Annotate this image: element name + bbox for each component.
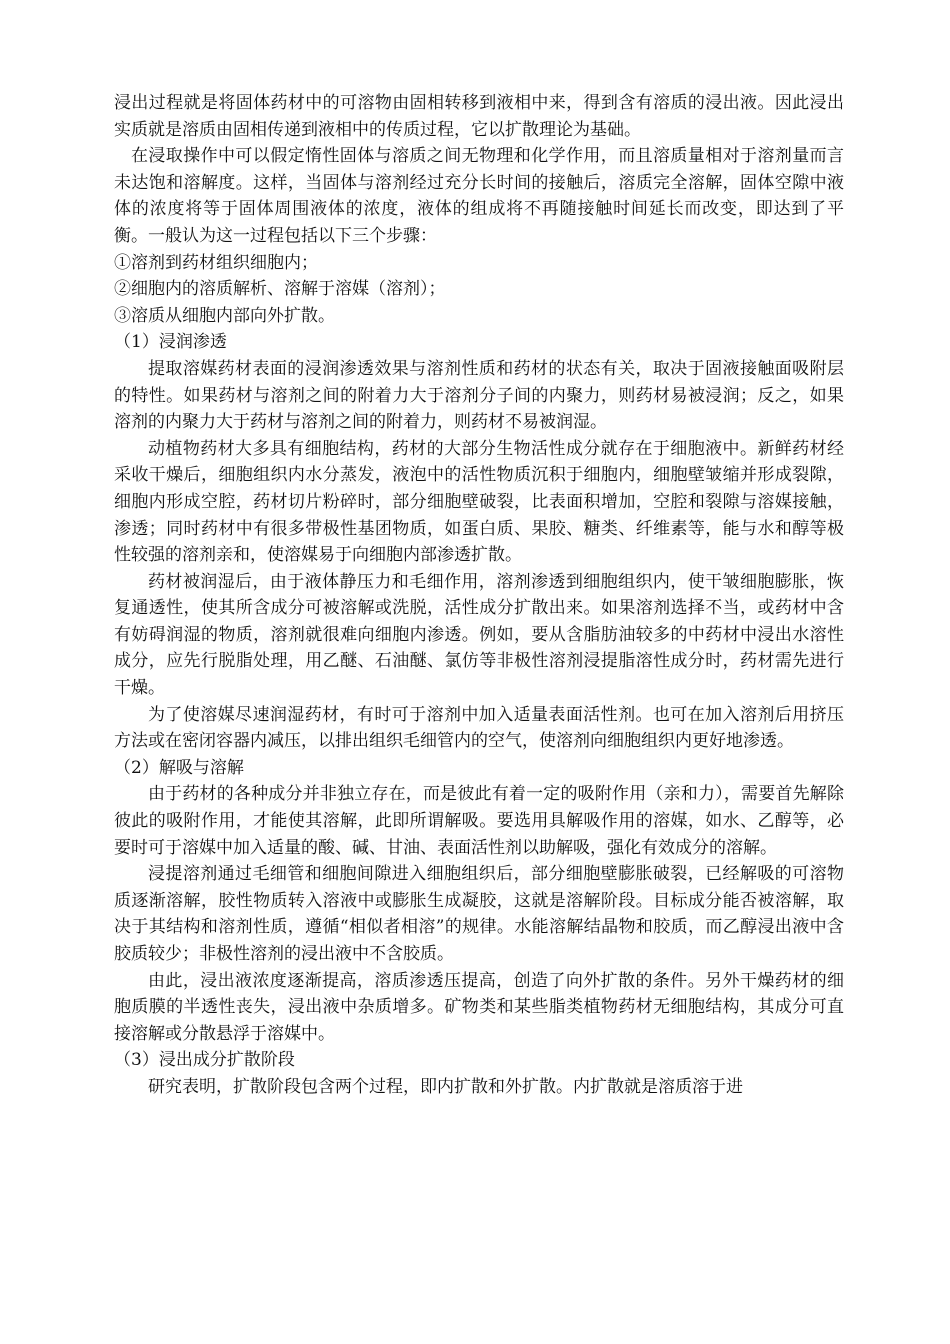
list-item-step-1: ①溶剂到药材组织细胞内；	[114, 252, 318, 273]
paragraph-desorption: 由于药材的各种成分并非独立存在，而是彼此有着一定的吸附作用（亲和力），需要首先解除彼此的吸附作用，才能使其溶解，此即所谓解吸。要选用具解吸作用的溶媒，如水、乙醇等，必要时可于溶媒中加入适量的酸、碱、甘油、表面活性剂以助解吸，强化有效成分的溶解。	[114, 784, 844, 858]
section-heading-1: （1）浸润渗透	[114, 332, 227, 353]
paragraph-diffusion: 研究表明，扩散阶段包含两个过程，即内扩散和外扩散。内扩散就是溶质溶于进	[148, 1076, 743, 1097]
paragraph-equilibrium: 在浸取操作中可以假定惰性固体与溶质之间无物理和化学作用，而且溶质量相对于溶剂量而言未达饱和溶解度。这样，当固体与溶剂经过充分长时间的接触后，溶质完全溶解，固体空隙中液体的浓度将等于固体周围液体的浓度，液体的组成将不再随接触时间延长而改变，即达到了平衡。一般认为这一过程包括以下三个步骤：	[114, 146, 844, 246]
paragraph-cell-structure: 动植物药材大多具有细胞结构，药材的大部分生物活性成分就存在于细胞液中。新鲜药材经采收干燥后，细胞组织内水分蒸发，液泡中的活性物质沉积于细胞内，细胞壁皱缩并形成裂隙，细胞内形成空腔，药材切片粉碎时，部分细胞壁破裂，比表面积增加，空腔和裂隙与溶媒接触，渗透；同时药材中有很多带极性基团物质，如蛋白质、果胶、糖类、纤维素等，能与水和醇等极性较强的溶剂亲和，使溶媒易于向细胞内部渗透扩散。	[114, 438, 844, 566]
list-item-step-2: ②细胞内的溶质解析、溶解于溶媒（溶剂）；	[114, 279, 446, 300]
section-heading-3: （3）浸出成分扩散阶段	[114, 1050, 295, 1071]
document-page	[114, 90, 844, 1101]
paragraph-intro: 浸出过程就是将固体药材中的可溶物由固相转移到液相中来，得到含有溶质的浸出液。因此浸出实质就是溶质由固相传递到液相中的传质过程，它以扩散理论为基础。	[114, 93, 844, 140]
section-heading-2: （2）解吸与溶解	[114, 757, 244, 778]
paragraph-concentration: 由此，浸出液浓度逐渐提高，溶质渗透压提高，创造了向外扩散的条件。另外干燥药材的细胞质膜的半透性丧失，浸出液中杂质增多。矿物类和某些脂类植物药材无细胞结构，其成分可直接溶解或分散悬浮于溶媒中。	[114, 970, 844, 1044]
paragraph-dissolution: 浸提溶剂通过毛细管和细胞间隙进入细胞组织后，部分细胞壁膨胀破裂，已经解吸的可溶物质逐渐溶解，胶性物质转入溶液中或膨胀生成凝胶，这就是溶解阶段。目标成分能否被溶解，取决于其结构和溶剂性质，遵循“相似者相溶”的规律。水能溶解结晶物和胶质，而乙醇浸出液中含胶质较少；非极性溶剂的浸出液中不含胶质。	[114, 864, 844, 964]
paragraph-surfactant: 为了使溶媒尽速润湿药材，有时可于溶剂中加入适量表面活性剂。也可在加入溶剂后用挤压方法或在密闭容器内减压，以排出组织毛细管内的空气，使溶剂向细胞组织内更好地渗透。	[114, 704, 844, 752]
paragraph-penetration: 药材被润湿后，由于液体静压力和毛细作用，溶剂渗透到细胞组织内，使干皱细胞膨胀，恢复通透性，使其所含成分可被溶解或洗脱，活性成分扩散出来。如果溶剂选择不当，或药材中含有妨碍润湿的物质，溶剂就很难向细胞内渗透。例如，要从含脂肪油较多的中药材中浸出水溶性成分，应先行脱脂处理，用乙醚、石油醚、氯仿等非极性溶剂浸提脂溶性成分时，药材需先进行干燥。	[114, 571, 844, 699]
paragraph-wetting: 提取溶媒药材表面的浸润渗透效果与溶剂性质和药材的状态有关，取决于固液接触面吸附层的特性。如果药材与溶剂之间的附着力大于溶剂分子间的内聚力，则药材易被浸润；反之，如果溶剂的内聚力大于药材与溶剂之间的附着力，则药材不易被润湿。	[114, 358, 844, 433]
list-item-step-3: ③溶质从细胞内部向外扩散。	[114, 305, 335, 326]
